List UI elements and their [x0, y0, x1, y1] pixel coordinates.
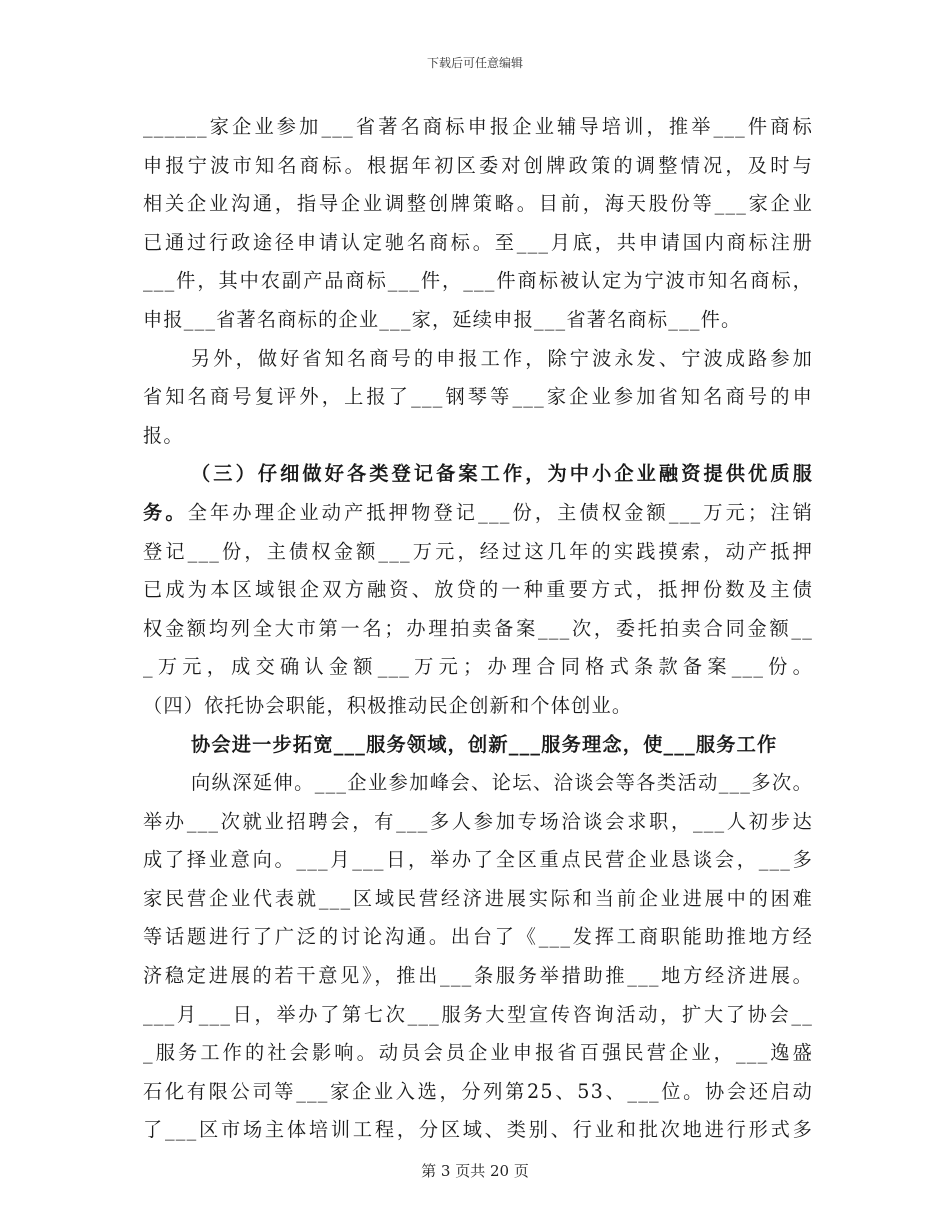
body-line: 了___区市场主体培训工程，分区域、类别、行业和批次地进行形式多 [143, 1118, 813, 1142]
body-line: 已通过行政途径申请认定驰名商标。至___月底，共申请国内商标注册 [143, 230, 813, 254]
page-header: 下载后可任意编辑 [426, 56, 523, 70]
body-line: 相关企业沟通，指导企业调整创牌策略。目前，海天股份等___家企业 [143, 192, 813, 216]
body-line: 报。 [143, 423, 184, 447]
body-line [143, 494, 813, 533]
body-line: 成了择业意向。___月___日，举办了全区重点民营企业恳谈会，___多 [143, 848, 813, 872]
body-line: 向纵深延伸。___企业参加峰会、论坛、洽谈会等各类活动___多次。 [191, 771, 813, 795]
body-line: ___月___日，举办了第七次___服务大型宣传咨询活动，扩大了协会__ [143, 1002, 813, 1026]
body-line: ___件，其中农副产品商标___件，___件商标被认定为宁波市知名商标， [143, 269, 813, 293]
body-line: 举办___次就业招聘会，有___多人参加专场洽谈会求职，___人初步达 [143, 809, 813, 833]
body-line: （四）依托协会职能，积极推动民企创新和个体创业。 [143, 693, 633, 717]
body-line: 申报宁波市知名商标。根据年初区委对创牌政策的调整情况，及时与 [143, 153, 813, 177]
body-line: 已成为本区域银企双方融资、放贷的一种重要方式，抵押份数及主债 [143, 578, 813, 602]
body-line: 等话题进行了广泛的讨论沟通。出台了《___发挥工商职能助推地方经 [143, 925, 813, 949]
body-line: 另外，做好省知名商号的申报工作，除宁波永发、宁波成路参加 [191, 346, 813, 370]
body-line: 权金额均列全大市第一名；办理拍卖备案___次，委托拍卖合同金额__ [143, 616, 813, 640]
body-line: ______家企业参加___省著名商标申报企业辅导培训，推举___件商标 [143, 115, 813, 138]
body-line: _万元，成交确认金额___万元；办理合同格式条款备案___份。 [143, 655, 813, 679]
body-line: 家民营企业代表就___区域民营经济进展实际和当前企业进展中的困难 [143, 886, 813, 910]
page-footer: 第 3 页共 20 页 [421, 1162, 529, 1180]
body-line: 石化有限公司等___家企业入选，分列第25、53、___位。协会还启动 [143, 1079, 813, 1103]
body-line: 申报___省著名商标的企业___家，延续申报___省著名商标___件。 [143, 307, 742, 331]
body-line: _服务工作的社会影响。动员会员企业申报省百强民营企业，___逸盛 [143, 1041, 813, 1065]
section-heading-3: （三）仔细做好各类登记备案工作，为中小企业融资提供优质服 [191, 462, 813, 486]
section-heading-3-end: 务。 [143, 500, 188, 524]
body-line: 省知名商号复评外，上报了___钢琴等___家企业参加省知名商号的申 [143, 385, 813, 409]
body-line: 登记___份，主债权金额___万元，经过这几年的实践摸索，动产抵押 [143, 539, 813, 563]
body-line: 济稳定进展的若干意见》，推出___条服务举措助推___地方经济进展。 [143, 964, 813, 988]
document-body [143, 108, 813, 1150]
body-text: 全年办理企业动产抵押物登记___份，主债权金额___万元；注销 [187, 500, 813, 524]
section-heading-4: 协会进一步拓宽___服务领域，创新___服务理念，使___服务工作 [191, 732, 778, 756]
